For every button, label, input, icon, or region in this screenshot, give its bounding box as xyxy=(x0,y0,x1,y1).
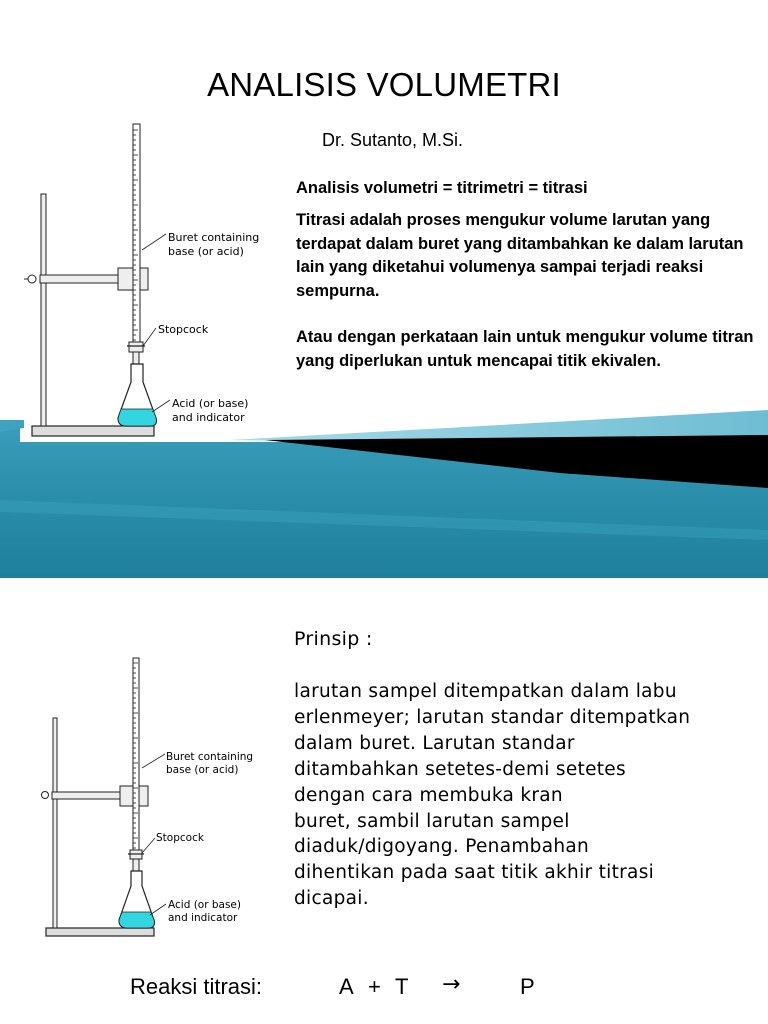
prinsip-line: dalam buret. Larutan standar xyxy=(294,732,575,754)
label-acid-line1: Acid (or base) xyxy=(172,397,249,410)
slide-2 xyxy=(0,578,768,1024)
prinsip-line: larutan sampel ditempatkan dalam labu xyxy=(294,681,677,702)
reaction-plus: + xyxy=(368,974,381,999)
prinsip-line: ditambahkan setetes-demi setetes xyxy=(294,758,626,780)
label-buret-line1: Buret containing xyxy=(168,231,260,244)
paragraph-ekivalen: Atau dengan perkataan lain untuk mengukur volume titran yang diperlukan untuk mencapai titik ekivalen. xyxy=(296,328,754,370)
label-stopcock: Stopcock xyxy=(156,832,204,844)
titration-apparatus-diagram-2 xyxy=(20,648,300,948)
prinsip-line: dihentikan pada saat titik akhir titrasi xyxy=(294,862,655,884)
label-acid-line2: and indicator xyxy=(168,912,238,924)
prinsip-line: diaduk/digoyang. Penambahan xyxy=(294,836,590,858)
label-buret-line2: base (or acid) xyxy=(166,764,239,776)
prinsip-line: erlenmeyer; larutan standar ditempatkan xyxy=(294,706,691,728)
product-p: P xyxy=(520,974,535,999)
paragraph-titrasi: Titrasi adalah proses mengukur volume larutan yang terdapat dalam buret yang ditambahkan ke dalam larutan lain yang diketahui volumenya sampai terjadi reaksi sempurna. xyxy=(296,211,744,300)
prinsip-line: buret, sambil larutan sampel xyxy=(294,810,570,832)
reaction-arrow-icon: → xyxy=(442,972,461,997)
label-buret-line2: base (or acid) xyxy=(168,245,244,258)
label-buret-line1: Buret containing xyxy=(166,751,254,763)
prinsip-heading: Prinsip : xyxy=(294,628,373,650)
label-stopcock: Stopcock xyxy=(158,323,209,336)
prinsip-body xyxy=(294,679,754,912)
reaction-label: Reaksi titrasi: xyxy=(130,974,263,999)
definition-text: Analisis volumetri = titrimetri = titrasi xyxy=(296,179,588,197)
prinsip-line: dicapai. xyxy=(294,888,369,910)
reactant-a: A xyxy=(339,974,354,999)
prinsip-line: dengan cara membuka kran xyxy=(294,784,563,806)
label-acid-line1: Acid (or base) xyxy=(168,899,241,911)
slide-title: ANALISIS VOLUMETRI xyxy=(207,66,561,103)
titration-apparatus-diagram xyxy=(0,120,290,450)
reactant-t: T xyxy=(395,974,409,999)
author: Dr. Sutanto, M.Si. xyxy=(322,130,464,150)
label-acid-line2: and indicator xyxy=(172,411,245,424)
